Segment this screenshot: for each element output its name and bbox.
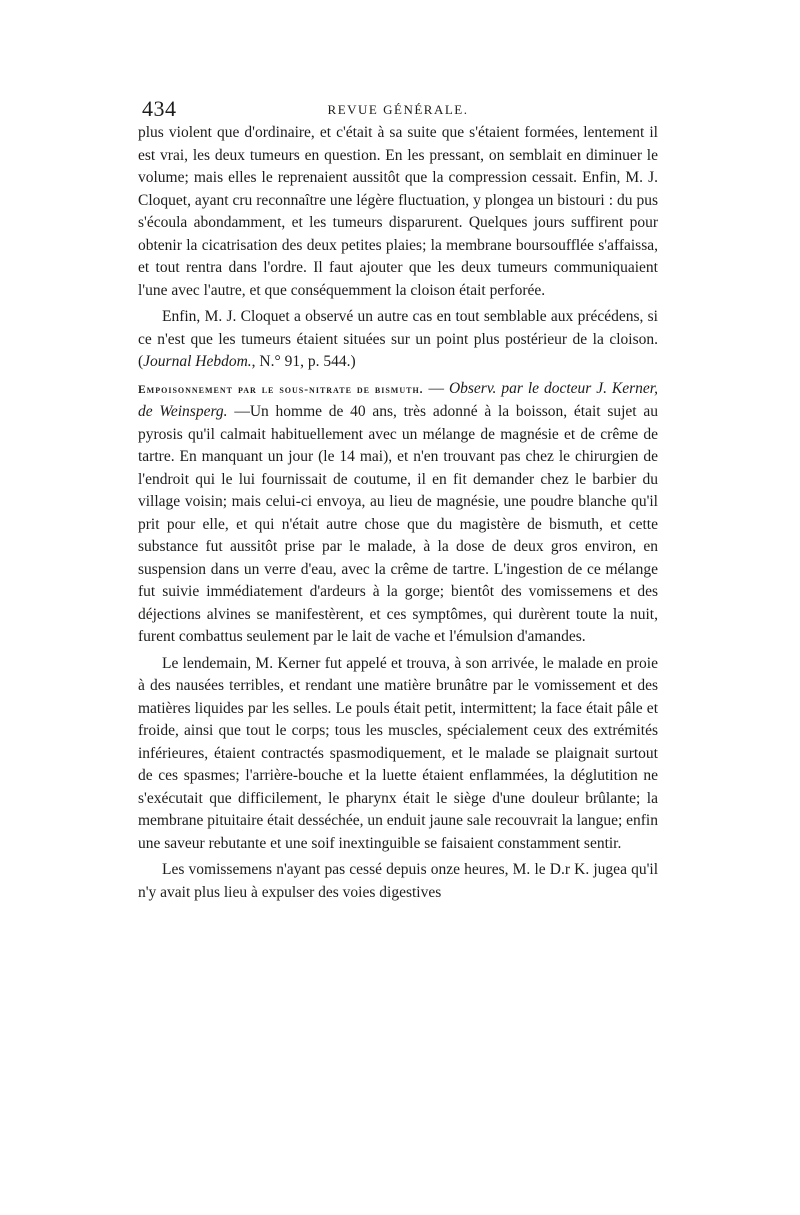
- page-number: 434: [142, 96, 177, 121]
- paragraph-1: plus violent que d'ordinaire, et c'était à sa suite que s'étaient formées, lentement il est vrai, les deux tumeurs en question. En les pressant, on semblait en diminuer le volume; mais elles le reprenaient aussitôt que la compression cessait. Enfin, M. J. Cloquet, ayant cru reconnaître une légère fluctuation, y plongea un bistouri : du pus s'écoula abondamment, et les tumeurs disparurent. Quelques jours suffirent pour obtenir la cicatrisation des deux petites plaies; la membrane boursoufflée s'affaissa, et tout rentra dans l'ordre. Il faut ajouter que les deux tumeurs communiquaient l'une avec l'autre, et que conséquemment la cloison était perforée.: [138, 124, 658, 299]
- paragraph-5: Les vomissemens n'ayant pas cessé depuis onze heures, M. le D.r K. jugea qu'il n'y avait plus lieu à expulser des voies digestives: [138, 861, 658, 901]
- heading-dash: —: [423, 379, 449, 397]
- running-head: REVUE GÉNÉRALE.: [327, 102, 469, 117]
- journal-citation: Journal Hebdom.: [143, 353, 252, 370]
- paragraph-3-text: —Un homme de 40 ans, très adonné à la boisson, était sujet au pyrosis qu'il calmait habituellement avec un mélange de magnésie et de crême de tartre. En manquant un jour (le 14 mai), et n'en trouvant pas chez le chirurgien de l'endroit qui le lui fournissait de coutume, il en fit demander chez le barbier du village voisin; mais celui-ci envoya, au lieu de magnésie, une poudre blanche qu'il prit pour elle, et qui n'était autre chose que du magistère de bismuth, et cette substance fut aussitôt prise par le malade, à la dose de deux gros environ, en suspension dans un verre d'eau, avec la crême de tartre. L'ingestion de ce mélange fut suivie immédiatement d'ardeurs à la gorge; bientôt des vomissemens et des déjections alvines se manifestèrent, et ces symptômes, qui durèrent toute la nuit, furent combattus seulement par le lait de vache et l'émulsion d'amandes.: [138, 403, 658, 645]
- observation-credit: Observ. par le docteur J. Kerner, de Weinsperg.: [138, 379, 658, 420]
- paragraph-3: [138, 378, 658, 649]
- page-header: [138, 96, 658, 122]
- paragraph-4: Le lendemain, M. Kerner fut appelé et trouva, à son arrivée, le malade en proie à des nausées terribles, et rendant une matière brunâtre par le vomissement et des matières liquides par les selles. Le pouls était petit, intermittent; la face était pâle et froide, ainsi que tout le corps; tous les muscles, spécialement ceux des extrémités inférieures, étaient contractés spasmodiquement, et le malade se plaignait surtout de ces spasmes; l'arrière-bouche et la luette étaient enflammées, la déglutition ne s'exécutait que difficilement, le pharynx était le siège d'une douleur brûlante; la membrane pituitaire était desséchée, un enduit jaune sale recouvrait la langue; enfin une saveur rebutante et une soif inextinguible se faisaient constamment sentir.: [138, 654, 658, 852]
- paragraph-2-text: Enfin, M. J. Cloquet a observé un autre cas en tout semblable aux précédens, si ce n'est que les tumeurs étaient situées sur un point plus postérieur de la cloison. (: [138, 308, 658, 370]
- section-heading: Empoisonnement par le sous-nitrate de bismuth.: [138, 383, 424, 396]
- document-page: [138, 96, 658, 904]
- paragraph-2: [138, 306, 658, 374]
- citation-reference: , N.° 91, p. 544.): [251, 353, 356, 370]
- body-text: [138, 122, 658, 904]
